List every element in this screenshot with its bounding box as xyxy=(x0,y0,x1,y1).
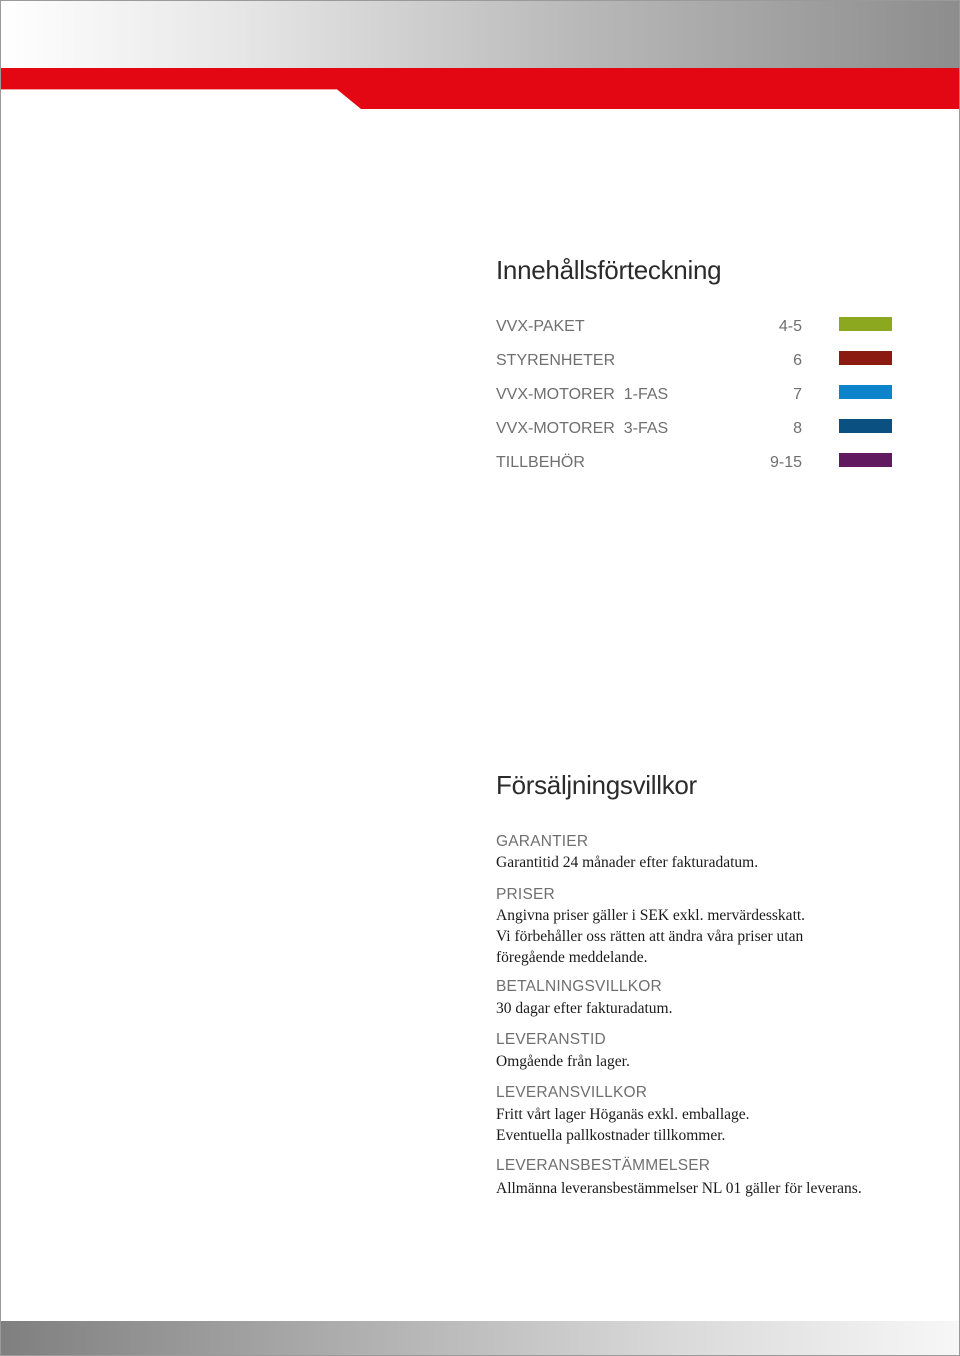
section-heading-garantier: GARANTIER xyxy=(496,833,589,850)
toc-item-pages: 8 xyxy=(793,420,802,437)
section-text-leveransvillkor-1: Fritt vårt lager Höganäs exkl. emballage. xyxy=(496,1106,750,1123)
toc-item-pages: 7 xyxy=(793,386,802,403)
toc-item-pages: 6 xyxy=(793,352,802,369)
toc-color-swatch xyxy=(839,419,892,433)
section-text-leveransbestammelser: Allmänna leveransbestämmelser NL 01 gäller för leverans. xyxy=(496,1180,862,1197)
section-heading-priser: PRISER xyxy=(496,886,555,903)
section-text-priser-2: Vi förbehåller oss rätten att ändra våra priser utan xyxy=(496,928,804,945)
toc-item-label: VVX-MOTORER 3-FAS xyxy=(496,420,669,437)
header-gradient-bar xyxy=(1,1,959,68)
toc-color-swatch xyxy=(839,351,892,365)
footer-gradient-bar xyxy=(1,1321,959,1355)
section-text-priser-3: föregående meddelande. xyxy=(496,949,648,966)
toc-item-vvx-motorer-3-fas[interactable] xyxy=(496,420,892,440)
section-heading-leveransbestammelser: LEVERANSBESTÄMMELSER xyxy=(496,1157,711,1174)
toc-item-label: VVX-MOTORER 1-FAS xyxy=(496,386,669,403)
section-heading-betalningsvillkor: BETALNINGSVILLKOR xyxy=(496,978,662,995)
toc-title: Innehållsförteckning xyxy=(496,255,722,285)
section-text-leveransvillkor-2: Eventuella pallkostnader tillkommer. xyxy=(496,1127,726,1144)
toc-item-vvx-paket[interactable] xyxy=(496,318,892,338)
section-text-garantier: Garantitid 24 månader efter fakturadatum. xyxy=(496,854,759,871)
section-heading-leveranstid: LEVERANSTID xyxy=(496,1031,606,1048)
section-text-betalningsvillkor: 30 dagar efter fakturadatum. xyxy=(496,1000,673,1017)
toc-item-pages: 4-5 xyxy=(778,318,802,335)
section-heading-leveransvillkor: LEVERANSVILLKOR xyxy=(496,1084,648,1101)
toc-item-label: VVX-PAKET xyxy=(496,318,585,335)
toc-item-vvx-motorer-1-fas[interactable] xyxy=(496,386,892,406)
section-text-priser-1: Angivna priser gäller i SEK exkl. mervärdesskatt. xyxy=(496,907,806,924)
toc-item-tillbehor[interactable] xyxy=(496,454,892,474)
toc-color-swatch xyxy=(839,385,892,399)
toc-item-pages: 9-15 xyxy=(769,454,802,471)
toc-item-label: STYRENHETER xyxy=(496,352,616,369)
toc-color-swatch xyxy=(839,317,892,331)
header-red-band xyxy=(1,68,959,109)
toc-item-styrenheter[interactable] xyxy=(496,352,892,372)
terms-title: Försäljningsvillkor xyxy=(496,770,697,800)
section-text-leveranstid: Omgående från lager. xyxy=(496,1053,630,1070)
toc-item-label: TILLBEHÖR xyxy=(496,454,585,471)
toc-color-swatch xyxy=(839,453,892,467)
